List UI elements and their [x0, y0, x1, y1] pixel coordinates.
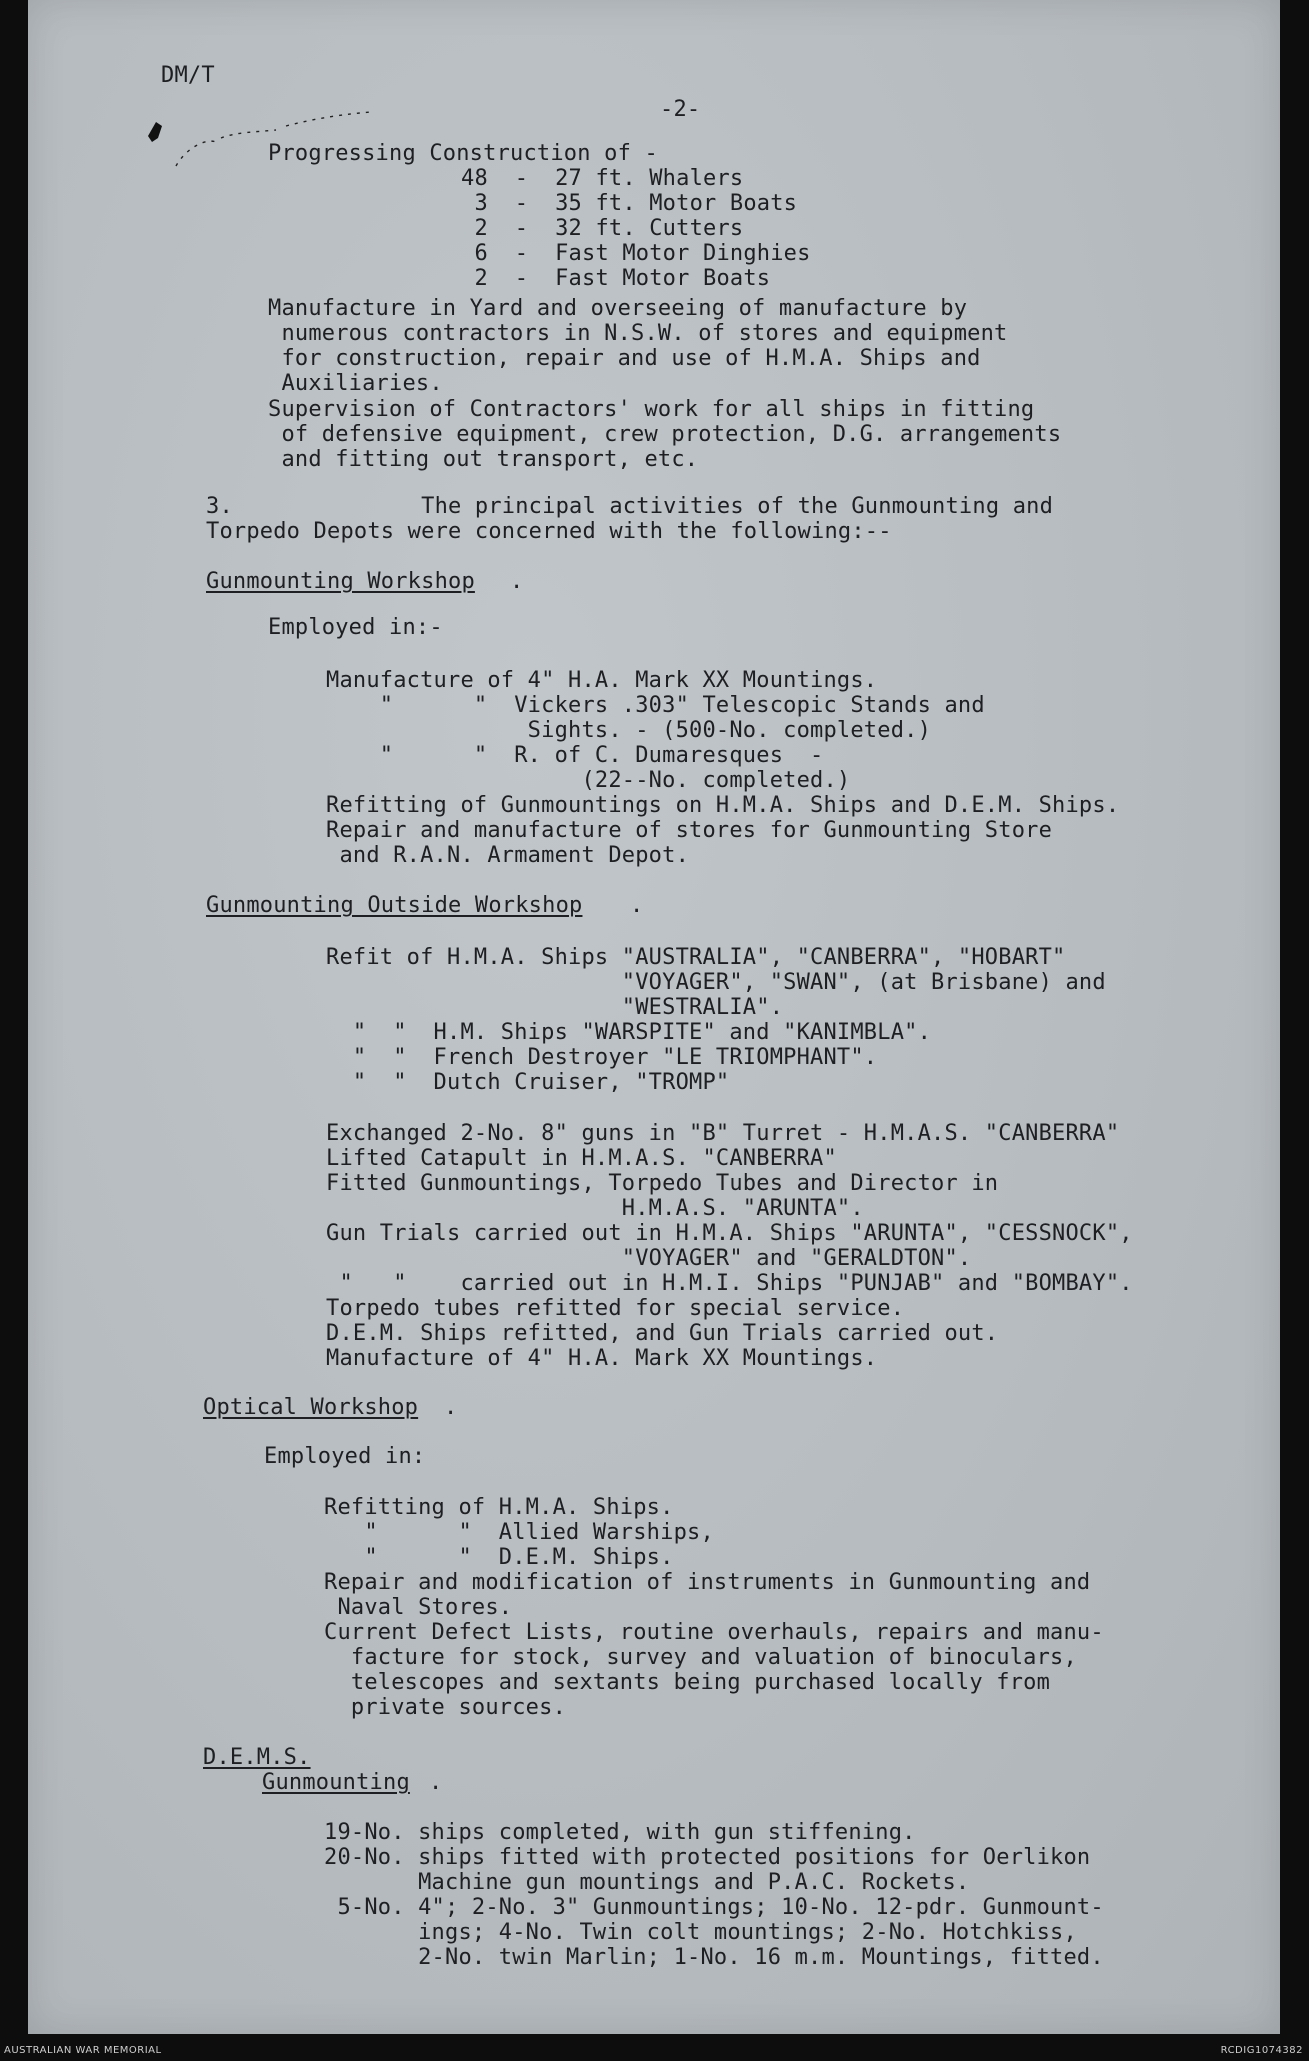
text-line: Manufacture in Yard and overseeing of manufacture by	[268, 296, 968, 321]
text-line: 2-No. twin Marlin; 1-No. 16 m.m. Mountings, fitted.	[324, 1945, 1104, 1970]
text-line: " " Dutch Cruiser, "TROMP"	[326, 1070, 730, 1095]
text-line: Auxiliaries.	[268, 371, 443, 396]
text-line: Employed in:-	[268, 615, 443, 640]
heading-period: .	[444, 1395, 458, 1420]
section-heading-optical-workshop: Optical Workshop	[203, 1395, 419, 1420]
text-line: ings; 4-No. Twin colt mountings; 2-No. Hotchkiss,	[324, 1920, 1077, 1945]
text-line: "WESTRALIA".	[326, 995, 784, 1020]
text-line: for construction, repair and use of H.M.A. Ships and	[268, 346, 981, 371]
text-line: of defensive equipment, crew protection, D.G. arrangements	[268, 422, 1062, 447]
text-line: facture for stock, survey and valuation of binoculars,	[324, 1645, 1077, 1670]
text-line: Lifted Catapult in H.M.A.S. "CANBERRA"	[326, 1146, 837, 1171]
text-line: telescopes and sextants being purchased locally from	[324, 1670, 1051, 1695]
text-line: Refitting of Gunmountings on H.M.A. Ships and D.E.M. Ships.	[326, 793, 1120, 818]
text-line: Exchanged 2-No. 8" guns in "B" Turret - H.M.A.S. "CANBERRA"	[326, 1121, 1120, 1146]
text-line: Refitting of H.M.A. Ships.	[324, 1495, 674, 1520]
text-line: numerous contractors in N.S.W. of stores and equipment	[268, 321, 1008, 346]
text-line: 20-No. ships fitted with protected positions for Oerlikon	[324, 1845, 1091, 1870]
text-line: H.M.A.S. "ARUNTA".	[326, 1196, 864, 1221]
text-line: Fitted Gunmountings, Torpedo Tubes and Director in	[326, 1171, 999, 1196]
heading-period: .	[429, 1770, 443, 1795]
text-line: Supervision of Contractors' work for all ships in fitting	[268, 397, 1035, 422]
text-line: Current Defect Lists, routine overhauls, repairs and manu-	[324, 1620, 1104, 1645]
text-line: " " carried out in H.M.I. Ships "PUNJAB" and "BOMBAY".	[326, 1271, 1133, 1296]
text-line: " " R. of C. Dumaresques -	[326, 743, 824, 768]
text-line: Progressing Construction of -	[268, 141, 658, 166]
text-line: Employed in:	[264, 1444, 426, 1469]
text-line: 6 - Fast Motor Dinghies	[461, 241, 811, 266]
text-line: Manufacture of 4" H.A. Mark XX Mountings.	[326, 668, 878, 693]
text-line: 2 - Fast Motor Boats	[461, 266, 771, 291]
subheading-gunmounting: Gunmounting	[262, 1770, 410, 1795]
page-number: -2-	[660, 97, 701, 122]
text-line: and R.A.N. Armament Depot.	[326, 843, 690, 868]
text-line: Gun Trials carried out in H.M.A. Ships "ARUNTA", "CESSNOCK",	[326, 1221, 1133, 1246]
text-line: and fitting out transport, etc.	[268, 447, 699, 472]
text-line: " " Vickers .303" Telescopic Stands and	[326, 693, 985, 718]
document-ref: DM/T	[161, 63, 215, 88]
text-line: " " French Destroyer "LE TRIOMPHANT".	[326, 1045, 878, 1070]
text-line: Refit of H.M.A. Ships "AUSTRALIA", "CANBERRA", "HOBART"	[326, 945, 1066, 970]
text-line: Manufacture of 4" H.A. Mark XX Mountings.	[326, 1346, 878, 1371]
heading-period: .	[510, 569, 524, 594]
text-line: " " Allied Warships,	[324, 1520, 714, 1545]
paragraph-3-line: Torpedo Depots were concerned with the following:--	[206, 519, 892, 544]
text-line: " " D.E.M. Ships.	[324, 1545, 674, 1570]
text-line: private sources.	[324, 1695, 567, 1720]
section-heading-gunmounting-outside-workshop: Gunmounting Outside Workshop	[206, 893, 583, 918]
heading-period: .	[630, 893, 644, 918]
archive-footer-credit: AUSTRALIAN WAR MEMORIAL	[4, 2045, 162, 2056]
text-line: " " H.M. Ships "WARSPITE" and "KANIMBLA".	[326, 1020, 932, 1045]
text-line: Naval Stores.	[324, 1595, 513, 1620]
text-line: "VOYAGER", "SWAN", (at Brisbane) and	[326, 970, 1106, 995]
document-page	[28, 0, 1280, 2034]
text-line: 2 - 32 ft. Cutters	[461, 216, 744, 241]
text-line: Machine gun mountings and P.A.C. Rockets.	[324, 1870, 970, 1895]
text-line: (22--No. completed.)	[326, 768, 851, 793]
text-line: Torpedo tubes refitted for special service.	[326, 1296, 905, 1321]
text-line: D.E.M. Ships refitted, and Gun Trials carried out.	[326, 1321, 999, 1346]
text-line: Repair and modification of instruments in Gunmounting and	[324, 1570, 1091, 1595]
text-line: 48 - 27 ft. Whalers	[461, 166, 744, 191]
archive-footer-id: RCDIG1074382	[1220, 2045, 1303, 2056]
section-heading-dems: D.E.M.S.	[203, 1745, 311, 1770]
section-heading-gunmounting-workshop: Gunmounting Workshop	[206, 569, 475, 594]
paragraph-3-line: 3. The principal activities of the Gunmounting and	[206, 494, 1054, 519]
text-line: 5-No. 4"; 2-No. 3" Gunmountings; 10-No. 12-pdr. Gunmount-	[324, 1895, 1104, 1920]
text-line: 19-No. ships completed, with gun stiffening.	[324, 1820, 916, 1845]
text-line: 3 - 35 ft. Motor Boats	[461, 191, 798, 216]
text-line: Repair and manufacture of stores for Gunmounting Store	[326, 818, 1053, 843]
text-line: "VOYAGER" and "GERALDTON".	[326, 1246, 972, 1271]
text-line: Sights. - (500-No. completed.)	[326, 718, 932, 743]
